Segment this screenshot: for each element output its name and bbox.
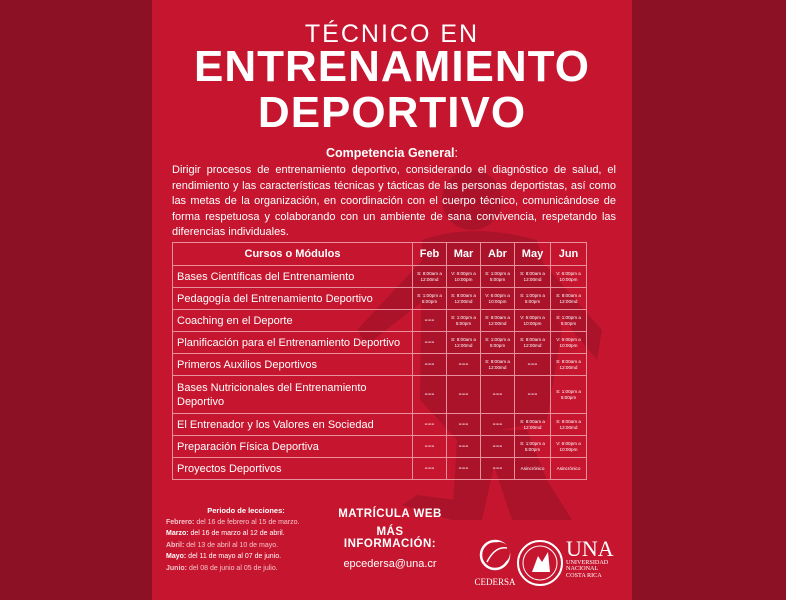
- schedule-cell: S: 1:00pm a 5:00pm: [515, 288, 551, 310]
- schedule-cell: ---: [481, 376, 515, 414]
- table-row: [173, 310, 587, 332]
- schedule-cell: S: 8:00am a 12:00md: [551, 414, 587, 436]
- table-row: [173, 376, 587, 414]
- schedule-cell: ---: [515, 376, 551, 414]
- una-seal-icon: [516, 538, 564, 588]
- schedule-cell: ---: [481, 436, 515, 458]
- header-may: May: [515, 243, 551, 266]
- table-row: [173, 354, 587, 376]
- course-name: Bases Científicas del Entrenamiento: [173, 266, 413, 288]
- periodo-line: [166, 551, 326, 563]
- schedule-cell: ---: [413, 436, 447, 458]
- header-jun: Jun: [551, 243, 587, 266]
- schedule-cell: ---: [413, 376, 447, 414]
- una-wordmark: [566, 538, 626, 579]
- periodo-line: [166, 540, 326, 552]
- title-line-2: ENTRENAMIENTO: [194, 42, 590, 91]
- schedule-cell: ---: [413, 354, 447, 376]
- periodo-range: del 11 de mayo al 07 de junio.: [186, 553, 282, 560]
- periodo-month: Mayo:: [166, 553, 187, 560]
- schedule-cell: S: 8:00am a 12:00md: [551, 288, 587, 310]
- header-feb: Feb: [413, 243, 447, 266]
- schedule-cell: S: 8:00am a 12:00md: [481, 310, 515, 332]
- schedule-cell: ---: [413, 414, 447, 436]
- schedule-cell: ---: [413, 310, 447, 332]
- table-row: [173, 436, 587, 458]
- schedule-cell: S: 8:00am a 12:00md: [515, 332, 551, 354]
- una-sub-3: COSTA RICA: [566, 571, 602, 579]
- mas-informacion-label: MÁS INFORMACIÓN:: [343, 526, 437, 550]
- periodo-heading: Periodo de lecciones:: [207, 506, 285, 515]
- periodo-line: [166, 528, 326, 540]
- course-name: Preparación Física Deportiva: [173, 436, 413, 458]
- course-name: Proyectos Deportivos: [173, 458, 413, 480]
- contact-email[interactable]: epcedersa@una.cr: [343, 558, 437, 570]
- periodo-line: [166, 517, 326, 529]
- title-line-3: DEPORTIVO: [257, 88, 527, 137]
- schedule-cell: ---: [515, 354, 551, 376]
- header-cursos: Cursos o Módulos: [173, 243, 413, 266]
- periodo-month: Abril:: [166, 541, 185, 549]
- schedule-cell: V: 6:00pm a 10:00pm: [551, 436, 587, 458]
- periodo-range: del 13 de abril al 10 de mayo.: [184, 541, 279, 549]
- schedule-cell: S: 8:00am a 12:00md: [515, 266, 551, 288]
- schedule-cell: ---: [447, 414, 481, 436]
- schedule-cell: S: 8:00am a 12:00md: [515, 414, 551, 436]
- course-name: Bases Nutricionales del Entrenamiento Deportivo: [173, 376, 413, 414]
- contact-block: [330, 508, 450, 570]
- course-name: Coaching en el Deporte: [173, 310, 413, 332]
- table-row: [173, 414, 587, 436]
- schedule-cell: V: 6:00pm a 10:00pm: [515, 310, 551, 332]
- periodo-lecciones: [166, 505, 326, 574]
- schedule-cell: V: 6:00pm a 10:00pm: [551, 266, 587, 288]
- schedule-cell: V: 6:00pm a 10:00pm: [481, 288, 515, 310]
- schedule-cell: S: 8:00am a 12:00md: [551, 354, 587, 376]
- course-name: Pedagogía del Entrenamiento Deportivo: [173, 288, 413, 310]
- periodo-month: Junio:: [166, 564, 187, 572]
- schedule-cell: V: 6:00pm a 10:00pm: [447, 266, 481, 288]
- table-row: [173, 458, 587, 480]
- schedule-cell: ---: [447, 376, 481, 414]
- course-name: Planificación para el Entrenamiento Deportivo: [173, 332, 413, 354]
- table-row: [173, 266, 587, 288]
- periodo-range: del 16 de marzo al 12 de abril.: [188, 530, 285, 537]
- competencia-heading-text: Competencia General: [326, 146, 455, 160]
- cedersa-text: CEDERSA: [474, 577, 516, 587]
- schedule-cell: Asincrónico: [515, 458, 551, 480]
- schedule-cell: ---: [413, 332, 447, 354]
- course-name: El Entrenador y los Valores en Sociedad: [173, 414, 413, 436]
- periodo-month: Febrero:: [166, 518, 195, 526]
- course-name: Primeros Auxilios Deportivos: [173, 354, 413, 376]
- header-mar: Mar: [447, 243, 481, 266]
- title-line-1: TÉCNICO EN: [304, 20, 480, 48]
- schedule-cell: S: 8:00am a 12:00md: [481, 354, 515, 376]
- table-row: [173, 332, 587, 354]
- periodo-range: del 16 de febrero al 15 de marzo.: [194, 518, 300, 526]
- schedule-cell: S: 8:00am a 12:00md: [413, 266, 447, 288]
- periodo-range: del 08 de junio al 05 de julio.: [187, 564, 278, 572]
- periodo-line: [166, 563, 326, 575]
- schedule-cell: ---: [447, 436, 481, 458]
- schedule-cell: S: 1:00pm a 5:00pm: [413, 288, 447, 310]
- schedule-cell: ---: [481, 414, 515, 436]
- schedule-cell: ---: [481, 458, 515, 480]
- schedule-cell: S: 8:00am a 12:00md: [447, 288, 481, 310]
- schedule-cell: S: 1:00pm a 5:00pm: [481, 332, 515, 354]
- schedule-cell: S: 1:00pm a 5:00pm: [481, 266, 515, 288]
- schedule-table: [172, 242, 587, 480]
- competencia-colon: :: [454, 146, 458, 160]
- matricula-web-label: MATRÍCULA WEB: [338, 508, 442, 520]
- schedule-cell: ---: [447, 458, 481, 480]
- schedule-cell: S: 1:00pm a 5:00pm: [447, 310, 481, 332]
- schedule-cell: ---: [447, 354, 481, 376]
- schedule-cell: S: 8:00am a 12:00md: [447, 332, 481, 354]
- schedule-cell: ---: [413, 458, 447, 480]
- cedersa-emblem-icon: [475, 538, 515, 572]
- course-poster: [152, 0, 632, 600]
- schedule-cell: S: 1:00pm a 5:00pm: [551, 310, 587, 332]
- competencia-heading: [152, 146, 632, 160]
- schedule-cell: S: 1:00pm a 5:00pm: [515, 436, 551, 458]
- header-abr: Abr: [481, 243, 515, 266]
- competencia-text: Dirigir procesos de entrenamiento deportivo, considerando el diagnóstico de salud, el rendimiento y las características técnicas y tácticas de las personas deportistas, así como las metas de la organización, en coordinación con el cuerpo técnico, comunicándose de forma respetuosa y colaborando con un ambiente de sana convivencia, respetando las diferencias individuales.: [172, 164, 616, 238]
- table-header-row: [173, 243, 587, 266]
- left-background-band: [0, 0, 152, 600]
- una-title: UNA: [566, 536, 614, 561]
- right-background-band: [632, 0, 786, 600]
- cedersa-logo: [470, 538, 520, 587]
- periodo-month: Marzo:: [166, 530, 189, 537]
- schedule-cell: V: 6:00pm a 10:00pm: [551, 332, 587, 354]
- schedule-cell: Asincrónico: [551, 458, 587, 480]
- schedule-body: [173, 266, 587, 480]
- una-sub-2: NACIONAL: [566, 565, 599, 573]
- una-sub-1: UNIVERSIDAD: [566, 559, 609, 566]
- table-row: [173, 288, 587, 310]
- schedule-cell: S: 1:00pm a 5:00pm: [551, 376, 587, 414]
